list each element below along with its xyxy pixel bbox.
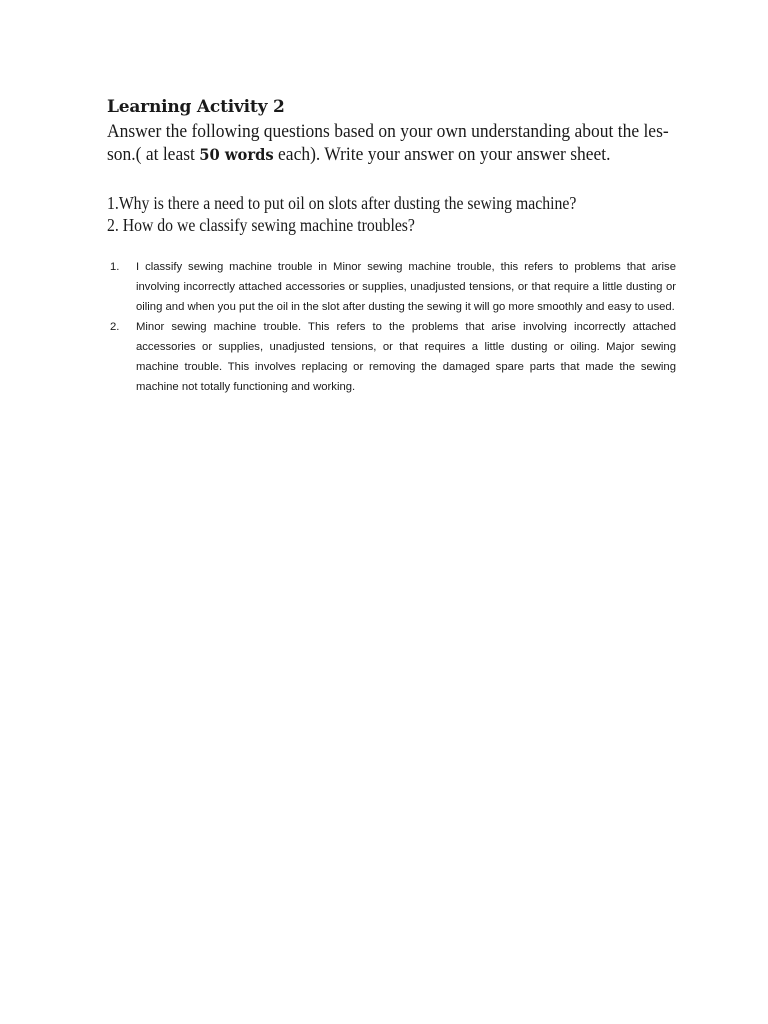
question-item: 1.Why is there a need to put oil on slots after dusting the sewing machine? — [107, 193, 577, 213]
activity-instructions — [107, 120, 677, 166]
instructions-text-end: each). Write your answer on your answer sheet. — [273, 144, 611, 165]
answer-number: 1. — [110, 261, 120, 273]
question-list — [107, 192, 665, 236]
answer-list — [110, 257, 676, 397]
answer-text: I classify sewing machine trouble in Minor sewing machine trouble, this refers to problems that arise involving incorrectly attached accessories or supplies, unadjusted tensions, or that require a little dusting or oiling and when you put the oil in the slot after dusting the sewing it will go more smoothly and easy to used. — [136, 261, 676, 313]
answer-item — [110, 257, 676, 317]
instructions-text-start: Answer the following questions based on your own understanding about the les-son.( at least — [107, 121, 669, 165]
answer-number: 2. — [110, 321, 120, 333]
answer-item — [110, 317, 676, 397]
activity-title: Learning Activity 2 — [107, 97, 285, 117]
instructions-word-count: 50 words — [199, 145, 274, 164]
activity-header — [107, 96, 687, 166]
answer-text: Minor sewing machine trouble. This refers to the problems that arise involving incorrectly attached accessories or supplies, unadjusted tensions, or that requires a little dusting or oiling. Major sewing machine trouble. This involves replacing or removing the damaged spare parts that made the sewing machine not totally functioning and working. — [136, 321, 676, 393]
question-item: 2. How do we classify sewing machine troubles? — [107, 215, 415, 235]
